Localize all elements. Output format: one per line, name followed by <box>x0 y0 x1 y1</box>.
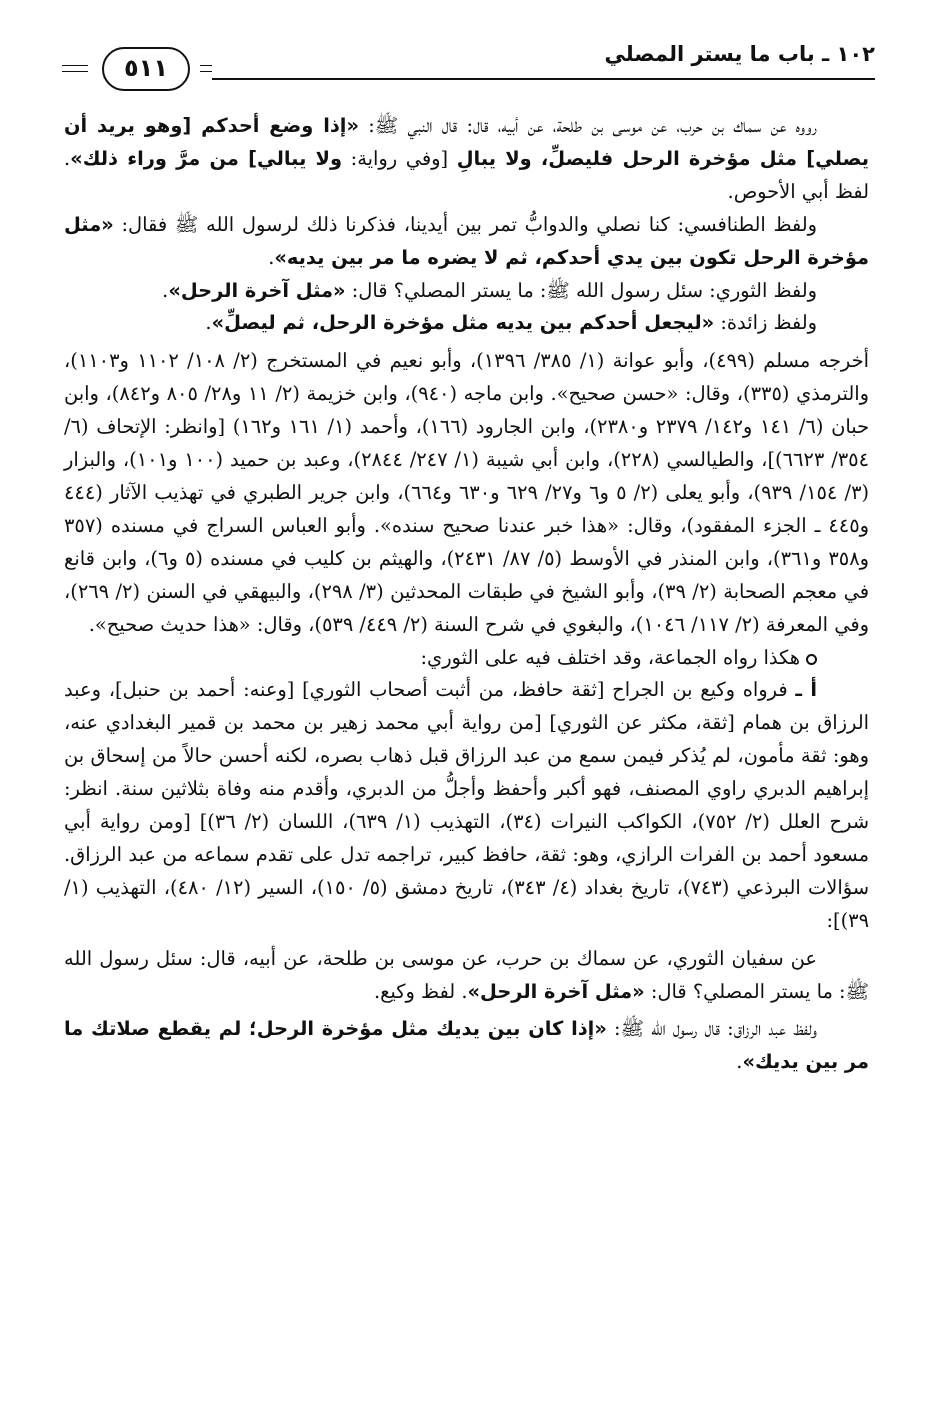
paragraph <box>64 345 869 641</box>
text-run: . <box>162 278 169 302</box>
text-run: عن سفيان الثوري، عن سماك بن حرب، عن موسى بن طلحة، عن أبيه، قال: سئل رسول الله ﷺ: ما يستر المصلي؟ قال: <box>64 946 869 1003</box>
ornament-line <box>62 65 88 66</box>
text-run: . <box>736 1050 743 1074</box>
page-header <box>62 38 875 96</box>
body-text <box>64 110 869 1079</box>
text-run: ولفظ الطنافسي: كنا نصلي والدوابُّ تمر بين أيدينا، فذكرنا ذلك لرسول الله ﷺ فقال: <box>113 212 817 236</box>
ornament-line <box>200 71 212 72</box>
text-run: . <box>205 311 212 335</box>
bold-text: «مثل مؤخرة الرحل تكون بين يدي أحدكم، ثم لا يضره ما مر بين يديه» <box>64 212 869 269</box>
paragraph <box>64 943 869 1009</box>
bold-text: «مثل آخرة الرحل» <box>467 979 645 1003</box>
bullet-icon <box>806 654 817 665</box>
text-run: أخرجه مسلم (٤٩٩)، وأبو عوانة (١/ ٣٨٥/ ١٣٩٦)، وأبو نعيم في المستخرج (٢/ ١٠٨/ ١١٠٢ و١١٠٣)، والترمذي (٣٣٥)، وقال: «حسن صحيح». وابن ماجه (٩٤٠)، وابن خزيمة (٢/ ١١ و٢٨/ ٨٠٥ و٨٤٢)، وابن حبان (٦/ ١٤١ و١٤٢/ ٢٣٧٩ و٢٣٨٠)، وابن الجارود (١٦٦)، وأحمد (١/ ١٦١ و١٦٢) [وانظر: الإتحاف (٦/ ٣٥٤/ ٦٦٢٣)]، والطيالسي (٢٢٨)، وابن أبي شيبة (١/ ٢٤٧/ ٢٨٤٤)، وعبد بن حميد (١٠٠ و١٠١)، والبزار (٣/ ١٥٤/ ٩٣٩)، وأبو يعلى (٢/ ٥ و٦ و٢٧/ ٦٢٩ و٦٣٠ و٦٦٤)، وابن جرير الطبري في تهذيب الآثار (٤٤٤ و٤٤٥ ـ الجزء المفقود)، وقال: «هذا خبر عندنا صحيح سنده». وأبو العباس السراج في مسنده (٣٥٧ و٣٥٨ و٣٦١)، وابن المنذر في الأوسط (٥/ ٨٧/ ٢٤٣١)، والهيثم بن كليب في مسنده (٥ و٦)، وابن قانع في معجم الصحابة (٢/ ٣٩)، وأبو الشيخ في طبقات المحدثين (٣/ ٢٩٨)، والبيهقي في السنن (٢/ ٢٦٩)، وفي المعرفة (٢/ ١١٧/ ١٠٤٦)، والبغوي في شرح السنة (٢/ ٤٤٩/ ٥٣٩)، وقال: «هذا حديث صحيح». <box>64 349 870 636</box>
paragraph <box>64 110 869 209</box>
paragraph <box>64 642 869 675</box>
text-run: ولفظ الثوري: سئل رسول الله ﷺ: ما يستر المصلي؟ قال: <box>345 278 817 302</box>
bold-text: «إذا كان بين يديك مثل مؤخرة الرحل؛ لم يقطع صلاتك ما مر بين يديك» <box>64 1017 869 1074</box>
paragraph <box>64 674 869 937</box>
text-run: رووه عن سماك بن حرب، عن موسى بن طلحة، عن أبيه، قال: قال النبي ﷺ: <box>358 114 817 137</box>
text-run: . لفظ وكيع. <box>373 979 468 1003</box>
text-run: ولفظ عبد الرزاق: قال رسول الله ﷺ: <box>606 1017 817 1041</box>
page-number-ornament <box>62 46 212 90</box>
text-run: ولفظ زائدة: <box>714 311 817 335</box>
paragraph <box>64 307 869 340</box>
ornament-line <box>200 65 212 66</box>
text-run: هكذا رواه الجماعة، وقد اختلف فيه على الثوري: <box>420 645 800 669</box>
ornament-line <box>62 71 88 72</box>
paragraph <box>64 209 869 275</box>
bold-text: أ ـ <box>795 678 817 702</box>
text-run: . <box>268 245 275 269</box>
bold-text: «إذا وضع أحدكم [وهو يريد أن يصلي] مثل مؤخرة الرحل فليصلِّ، ولا يبالِ <box>64 114 869 170</box>
text-run: [وفي رواية: <box>342 146 457 170</box>
paragraph <box>64 1013 869 1079</box>
page-number: ٥١١ <box>102 47 190 91</box>
paragraph <box>64 275 869 308</box>
bold-text: «ليجعل أحدكم بين يديه مثل مؤخرة الرحل، ثم ليصلِّ» <box>211 311 715 335</box>
header-rule <box>212 78 875 80</box>
text-run: فرواه وكيع بن الجراح [ثقة حافظ، من أثبت أصحاب الثوري] [وعنه: أحمد بن حنبل]، وعبد الرزاق بن همام [ثقة، مكثر عن الثوري] [من رواية أبي محمد زهير بن محمد بن قمير البغدادي عنه، وهو: ثقة مأمون، لم يُذكر فيمن سمع من عبد الرزاق قبل ذهاب بصره، لكنه أحسن حالاً من إسحاق بن إبراهيم الدبري راوي المصنف، فهو أكبر وأحفظ وأجلُّ من الدبري، وأقدم منه وفاة بثلاثين سنة. انظر: شرح العلل (٢/ ٧٥٢)، الكواكب النيرات (٣٤)، التهذيب (١/ ٦٣٩)، اللسان (٢/ ٣٦)] [ومن رواية أبي مسعود أحمد بن الفرات الرازي، وهو: ثقة، حافظ كبير، تراجمه تدل على تقدم سماعه من عبد الرزاق. سؤالات البرذعي (٧٤٣)، تاريخ بغداد (٤/ ٣٤٣)، تاريخ دمشق (٥/ ١٥٠)، السير (١٢/ ٤٨٠)، التهذيب (١/ ٣٩)]: <box>64 678 869 932</box>
bold-text: ولا يبالي] من مرَّ وراء ذلك» <box>70 146 343 170</box>
running-title: ١٠٢ ـ باب ما يستر المصلي <box>604 42 875 66</box>
bold-text: «مثل آخرة الرحل» <box>168 278 346 302</box>
text-run: . لفظ أبي الأحوص. <box>64 146 869 203</box>
